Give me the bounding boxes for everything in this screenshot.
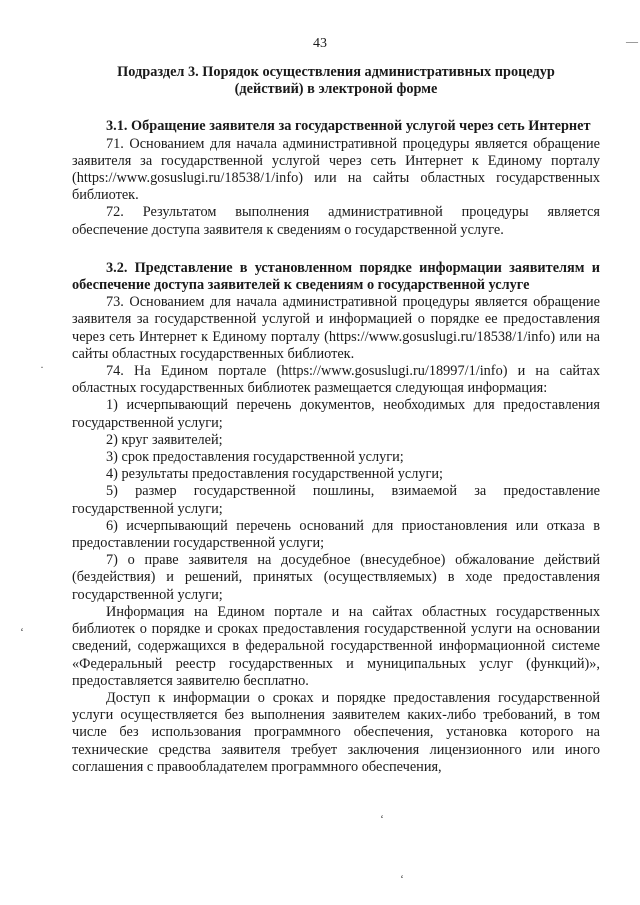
scan-mark: ‘ — [20, 625, 24, 639]
list-item-1: 1) исчерпывающий перечень документов, необходимых для предоставления государственной услуги; — [72, 397, 600, 431]
list-item-5: 5) размер государственной пошлины, взимаемой за предоставление государственной услуги; — [72, 483, 600, 517]
list-item-2: 2) круг заявителей; — [106, 431, 223, 448]
paragraph-74: 74. На Едином портале (https://www.gosuslugi.ru/18997/1/info) и на сайтах областных государственных библиотек размещается следующая информация: — [72, 363, 600, 397]
section-heading-3-1: 3.1. Обращение заявителя за государственной услугой через сеть Интернет — [106, 118, 591, 135]
scan-mark: ‘ — [380, 812, 384, 826]
paragraph-72: 72. Результатом выполнения административной процедуры является обеспечение доступа заявителя к сведениям о государственной услуге. — [72, 204, 600, 238]
page-number: 43 — [313, 36, 327, 51]
section-spacer — [72, 239, 600, 260]
list-item-4: 4) результаты предоставления государственной услуги; — [106, 466, 444, 483]
paragraph-71: 71. Основанием для начала административной процедуры является обращение заявителя за государственной услугой через сеть Интернет к Единому порталу (https://www.gosuslugi.ru/18538/1/info) или на сайты областных государственных библиотек. — [72, 135, 600, 204]
section-heading-3-2: 3.2. Представление в установленном порядке информации заявителям и обеспечение доступа заявителей к сведениям о государственной услуге — [72, 259, 600, 294]
list-item-7: 7) о праве заявителя на досудебное (внесудебное) обжалование действий (бездействия) и решений, принятых (осуществляемых) в ходе предоставления государственной услуги; — [72, 552, 600, 603]
list-item-6: 6) исчерпывающий перечень оснований для приостановления или отказа в предоставлении государственной услуги; — [72, 517, 600, 552]
scan-mark: — — [626, 34, 638, 48]
scan-mark: · — [40, 360, 44, 374]
subsection-title: Подраздел 3. Порядок осуществления административных процедур (действий) в электроной форме — [117, 64, 555, 98]
page-content — [72, 64, 600, 776]
list-item-3: 3) срок предоставления государственной услуги; — [106, 449, 404, 466]
paragraph-info-free: Информация на Едином портале и на сайтах областных государственных библиотек о порядке и сроках предоставления государственной услуги на основании сведений, содержащихся в федеральной государственной информационной системе «Федеральный реестр государственных и муниципальных услуг (функций)», предоставляется заявителю бесплатно. — [72, 603, 600, 689]
paragraph-access: Доступ к информации о сроках и порядке предоставления государственной услуги осуществляется без выполнения заявителем каких-либо требований, в том числе без использования программного обеспечения, установка которого на технические средства заявителя требует заключения лицензионного или иного соглашения с правообладателем программного обеспечения, — [72, 689, 600, 775]
scan-mark: ‘ — [400, 872, 404, 886]
paragraph-73: 73. Основанием для начала административной процедуры является обращение заявителя за государственной услугой и информацией о порядке ее предоставления через сеть Интернет к Единому порталу (https://www.gosuslugi.ru/18538/1/info) или на сайты областных государственных библиотек. — [72, 294, 600, 362]
